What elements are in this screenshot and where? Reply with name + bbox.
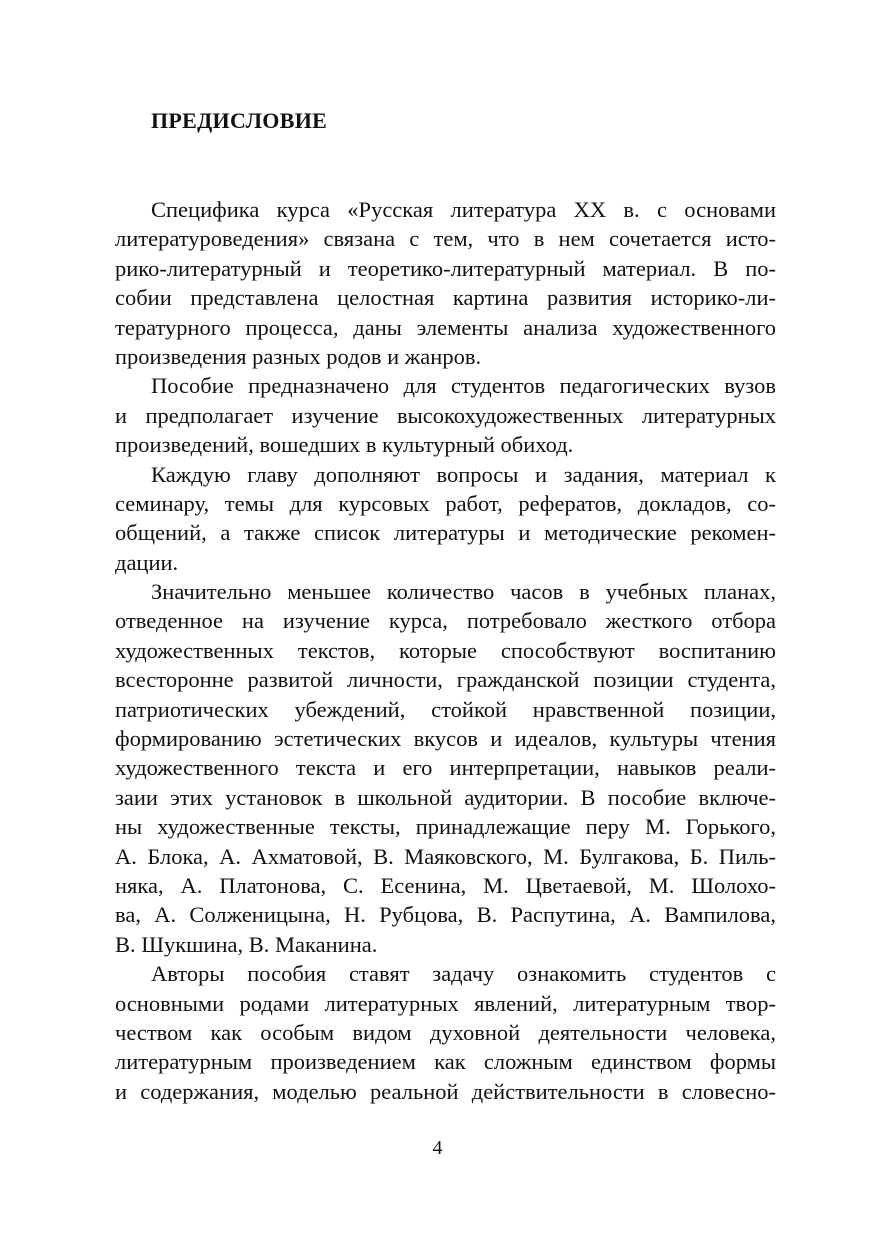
text-line: всесторонне развитой личности, гражданской позиции студента, (115, 667, 776, 693)
text-line: семинару, темы для курсовых работ, рефератов, докладов, со- (115, 490, 776, 516)
preface-text (115, 195, 776, 1106)
text-line: собии представлена целостная картина развития историко-ли- (115, 285, 776, 311)
text-line: А. Блока, А. Ахматовой, В. Маяковского, М. Булгакова, Б. Пиль- (115, 843, 776, 869)
text-line: художественных текстов, которые способствуют воспитанию (115, 637, 776, 663)
text-line: заии этих установок в школьной аудитории. В пособие включе- (115, 784, 776, 810)
text-line: тературного процесса, даны элементы анализа художественного (115, 314, 776, 340)
text-line: литературоведения» связана с тем, что в нем сочетается исто- (115, 226, 776, 252)
text-line: произведения разных родов и жанров. (115, 343, 482, 369)
text-line: ва, А. Солженицына, Н. Рубцова, В. Распутина, А. Вампилова, (115, 902, 776, 928)
text-line: произведений, вошедших в культурный обиход. (115, 432, 574, 458)
text-line: отведенное на изучение курса, потребовало жесткого отбора (115, 608, 776, 634)
text-line: дации. (115, 549, 179, 575)
text-line: В. Шукшина, В. Маканина. (115, 931, 378, 957)
text-line: и предполагает изучение высокохудожественных литературных (115, 402, 776, 428)
text-line: рико-литературный и теоретико-литературный материал. В по- (115, 255, 776, 281)
text-line: Пособие предназначено для студентов педагогических вузов (151, 373, 776, 399)
page-number: 4 (432, 1137, 443, 1159)
text-line: Авторы пособия ставят задачу ознакомить студентов с (151, 961, 776, 987)
text-line: формированию эстетических вкусов и идеалов, культуры чтения (115, 726, 776, 752)
text-line: патриотических убеждений, стойкой нравственной позиции, (115, 696, 776, 722)
page-heading: ПРЕДИСЛОВИЕ (151, 108, 328, 133)
text-line: Каждую главу дополняют вопросы и задания, материал к (151, 461, 776, 487)
text-line: ны художественные тексты, принадлежащие перу М. Горького, (115, 814, 776, 840)
text-line: няка, А. Платонова, С. Есенина, М. Цветаевой, М. Шолохо- (115, 872, 776, 898)
text-line: чеством как особым видом духовной деятельности человека, (115, 1019, 776, 1045)
text-line: Специфика курса «Русская литература XX в. с основами (151, 197, 776, 222)
text-line: и содержания, моделью реальной действительности в словесно- (115, 1078, 776, 1104)
text-line: Значительно меньшее количество часов в учебных планах, (151, 579, 776, 605)
text-line: художественного текста и его интерпретации, навыков реали- (115, 755, 776, 781)
text-line: общений, а также список литературы и методические рекомен- (115, 520, 776, 546)
text-line: литературным произведением как сложным единством формы (115, 1049, 776, 1075)
text-line: основными родами литературных явлений, литературным твор- (115, 990, 776, 1016)
